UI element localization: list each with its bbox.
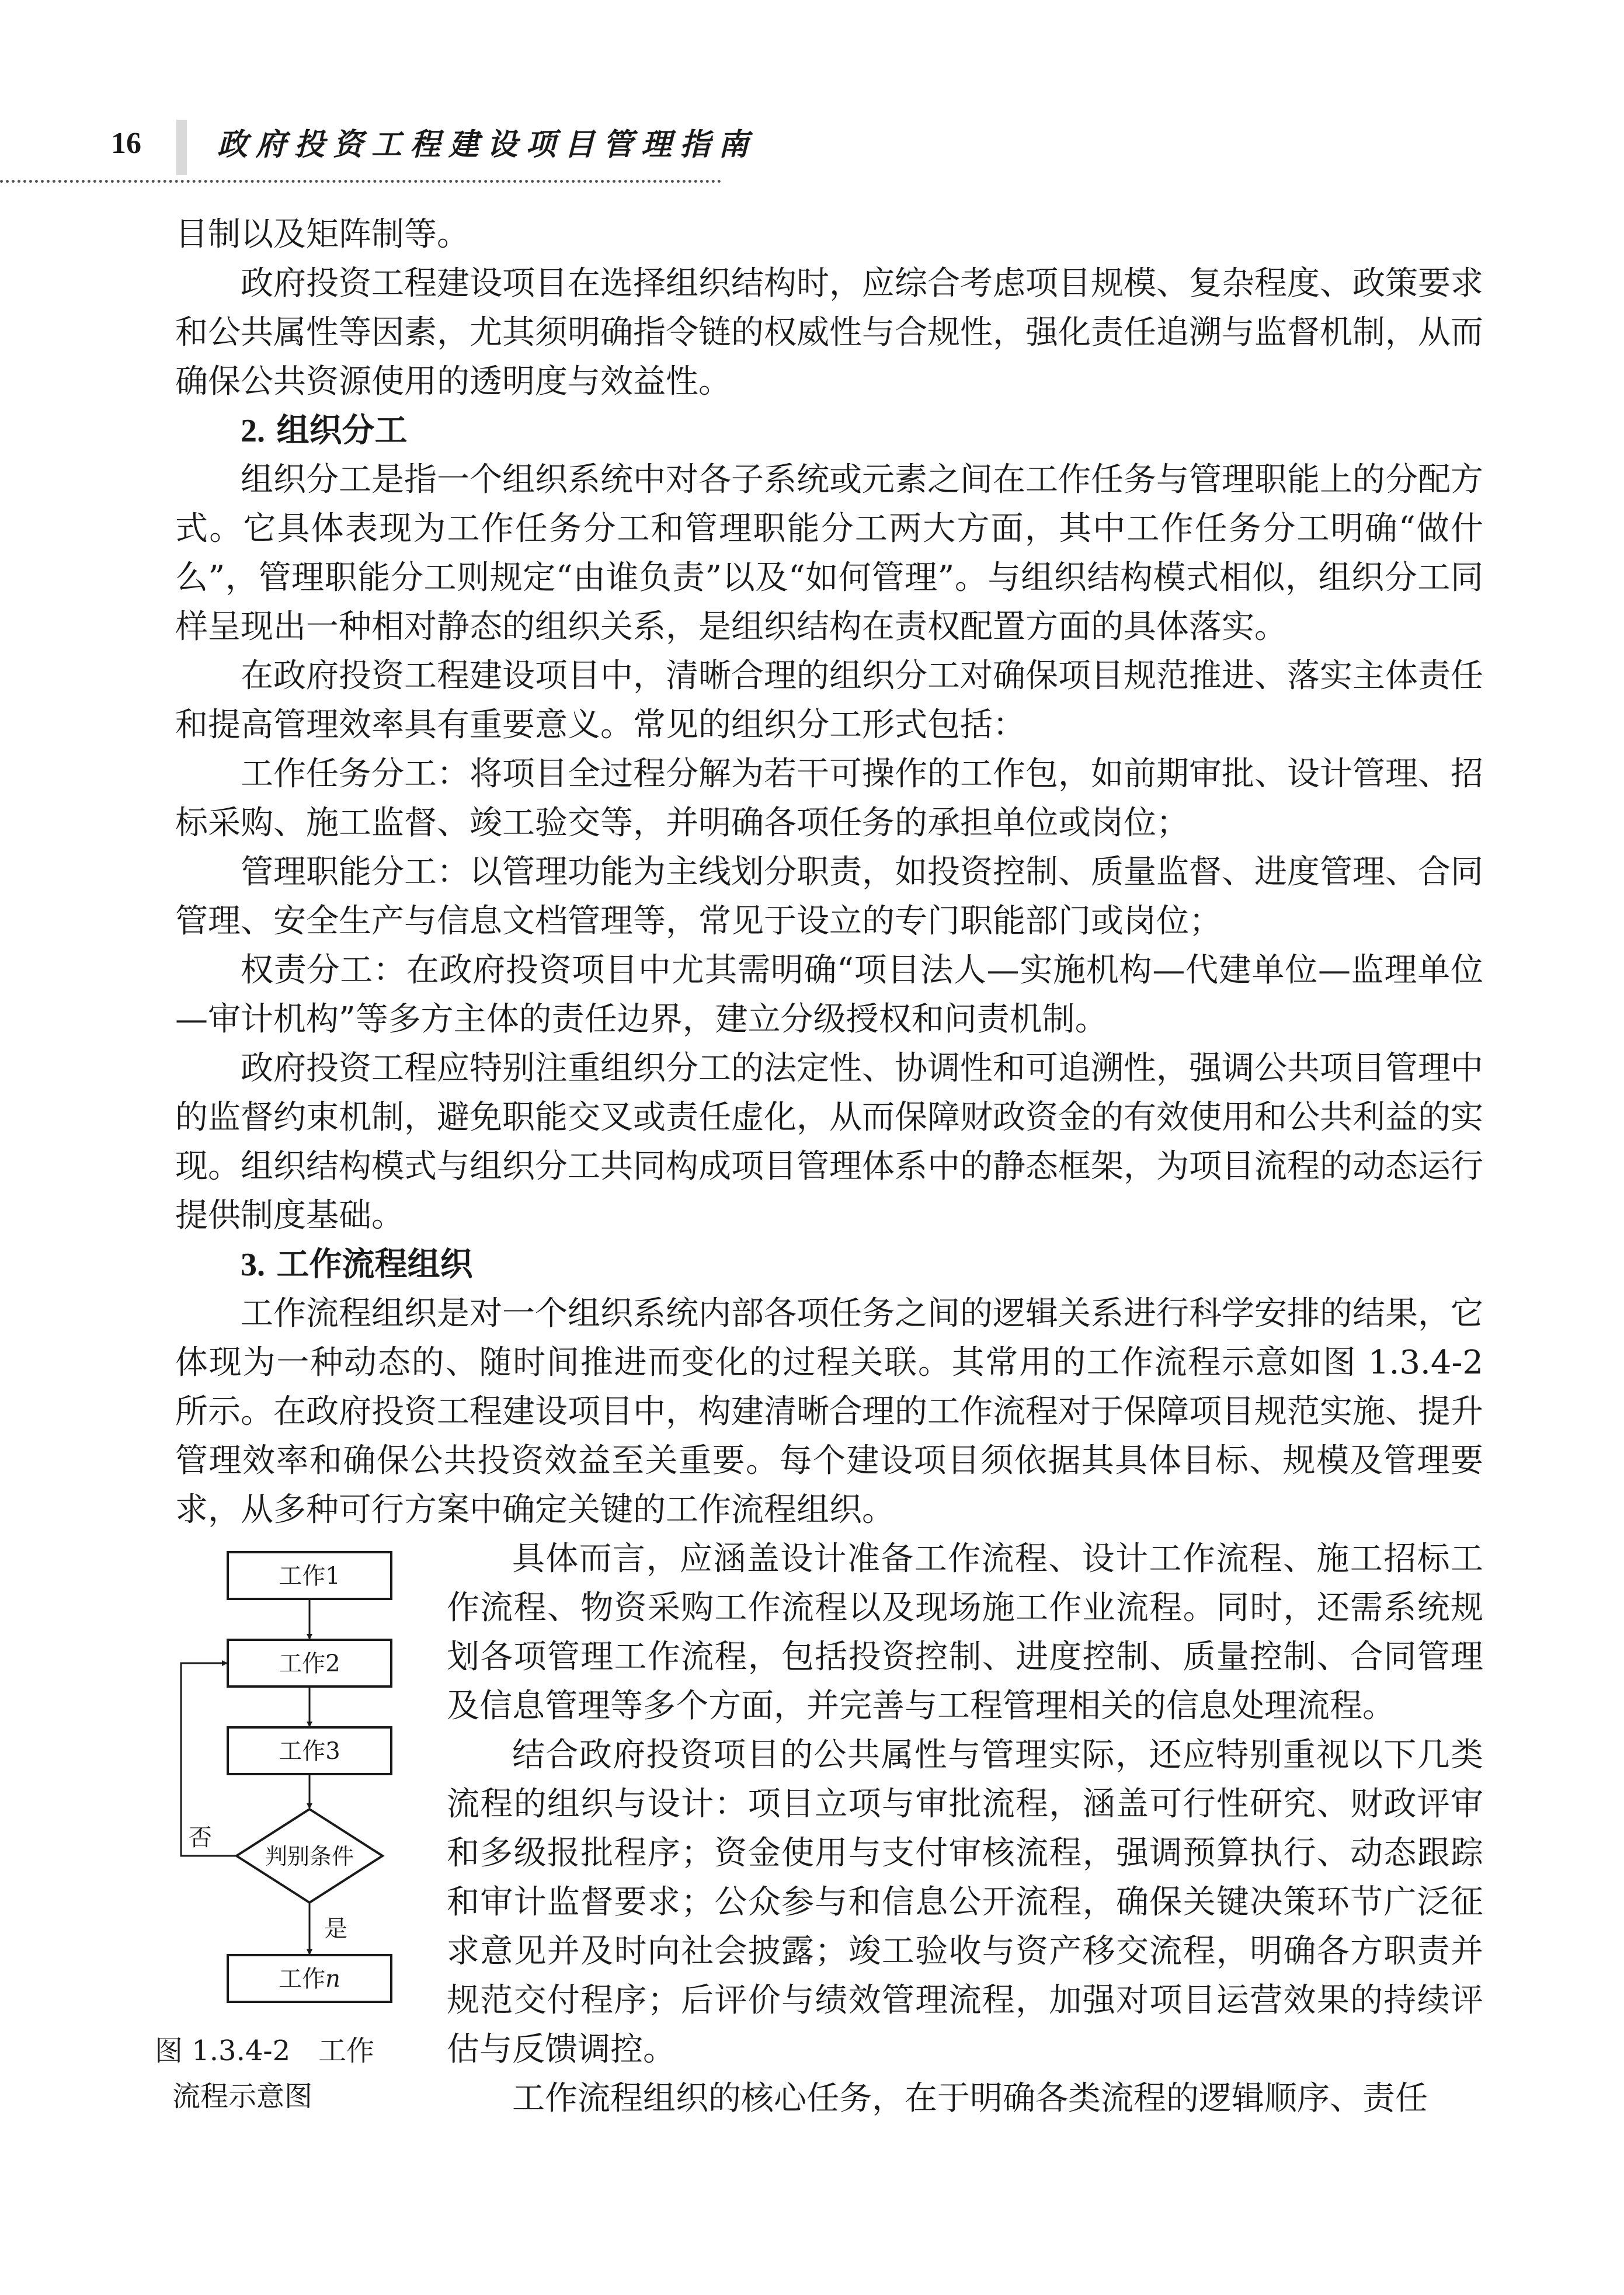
paragraph: 目制以及矩阵制等。 (175, 215, 470, 253)
flowchart-svg (172, 1546, 435, 2014)
flow-box-1-label: 工作1 (279, 1563, 340, 1590)
section-number: 3. (241, 1247, 265, 1283)
flow-decision-label: 判别条件 (265, 1844, 354, 1869)
page-header (0, 0, 1624, 187)
paragraph: 组织分工是指一个组织系统中对各子系统或元素之间在工作任务与管理职能上的分配方式。它具体表现为工作任务分工和管理职能分工两大方面，其中工作任务分工明确“做什么”，管理职能分工则规定“由谁负责”以及“如何管理”。与组织结构模式相似，组织分工同样呈现出一种相对静态的组织关系，是组织结构在责权配置方面的具体落实。 (175, 461, 1483, 646)
section-number: 2. (241, 413, 265, 449)
paragraph: 具体而言，应涵盖设计准备工作流程、设计工作流程、施工招标工作流程、物资采购工作流程以及现场施工作业流程。同时，还需系统规划各项管理工作流程，包括投资控制、进度控制、质量控制、合同管理及信息管理等多个方面，并完善与工程管理相关的信息处理流程。 (447, 1540, 1483, 1725)
paragraph: 在政府投资工程建设项目中，清晰合理的组织分工对确保项目规范推进、落实主体责任和提高管理效率具有重要意义。常见的组织分工形式包括： (175, 657, 1483, 744)
flow-no-label: 否 (189, 1824, 212, 1851)
flow-yes-label: 是 (324, 1915, 347, 1942)
header-bar (176, 120, 187, 175)
paragraph: 工作流程组织是对一个组织系统内部各项任务之间的逻辑关系进行科学安排的结果，它体现为一种动态的、随时间推进而变化的过程关联。其常用的工作流程示意如图 1.3.4-2 所示。在政府投资工程建设项目中，构建清晰合理的工作流程对于保障项目规范实施、提升管理效率和确保公共投资效益至关重要。每个建设项目须依据其具体目标、规模及管理要求，从多种可行方案中确定关键的工作流程组织。 (175, 1295, 1483, 1529)
section-heading-3 (175, 1240, 1483, 1289)
flow-box-n (228, 1955, 391, 2002)
flow-box-3 (228, 1727, 391, 1774)
flowchart-figure (155, 1546, 435, 2113)
flow-box-1 (228, 1552, 391, 1599)
paragraph: 政府投资工程应特别注重组织分工的法定性、协调性和可追溯性，强调公共项目管理中的监督约束机制，避免职能交叉或责任虚化，从而保障财政资金的有效使用和公共利益的实现。组织结构模式与组织分工共同构成项目管理体系中的静态框架，为项目流程的动态运行提供制度基础。 (175, 1049, 1483, 1235)
flow-box-3-label: 工作3 (279, 1738, 340, 1765)
figure-caption-line: 图 1.3.4-2 工作 (155, 2035, 375, 2067)
header-rule (0, 180, 721, 183)
paragraph: 权责分工：在政府投资项目中尤其需明确“项目法人—实施机构—代建单位—监理单位—审计机构”等多方主体的责任边界，建立分级授权和问责机制。 (175, 951, 1483, 1038)
section-title: 工作流程组织 (276, 1246, 473, 1284)
figure-with-text (155, 1535, 1483, 2172)
section-heading-2 (175, 406, 1483, 455)
wrapped-text (447, 1535, 1483, 2123)
figure-caption-line: 流程示意图 (172, 2080, 313, 2113)
main-content (155, 210, 1483, 2172)
flow-box-2 (228, 1640, 391, 1687)
paragraph: 管理职能分工：以管理功能为主线划分职责，如投资控制、质量监督、进度管理、合同管理、安全生产与信息文档管理等，常见于设立的专门职能部门或岗位； (175, 853, 1483, 940)
figure-caption (155, 2028, 423, 2119)
page-number: 16 (111, 127, 141, 160)
paragraph: 工作任务分工：将项目全过程分解为若干可操作的工作包，如前期审批、设计管理、招标采购、施工监督、竣工验交等，并明确各项任务的承担单位或岗位； (175, 755, 1483, 842)
flow-box-n-label: 工作n (279, 1966, 340, 1993)
section-title: 组织分工 (276, 412, 408, 450)
book-title: 政府投资工程建设项目管理指南 (217, 127, 757, 162)
paragraph: 工作流程组织的核心任务，在于明确各类流程的逻辑顺序、责任 (512, 2080, 1428, 2117)
flow-decision (237, 1809, 382, 1903)
paragraph: 政府投资工程建设项目在选择组织结构时，应综合考虑项目规模、复杂程度、政策要求和公共属性等因素，尤其须明确指令链的权威性与合规性，强化责任追溯与监督机制，从而确保公共资源使用的透明度与效益性。 (175, 265, 1483, 401)
flow-box-2-label: 工作2 (279, 1650, 340, 1677)
paragraph: 结合政府投资项目的公共属性与管理实际，还应特别重视以下几类流程的组织与设计：项目立项与审批流程，涵盖可行性研究、财政评审和多级报批程序；资金使用与支付审核流程，强调预算执行、动态跟踪和审计监督要求；公众参与和信息公开流程，确保关键决策环节广泛征求意见并及时向社会披露；竣工验收与资产移交流程，明确各方职责并规范交付程序；后评价与绩效管理流程，加强对项目运营效果的持续评估与反馈调控。 (447, 1736, 1483, 2068)
